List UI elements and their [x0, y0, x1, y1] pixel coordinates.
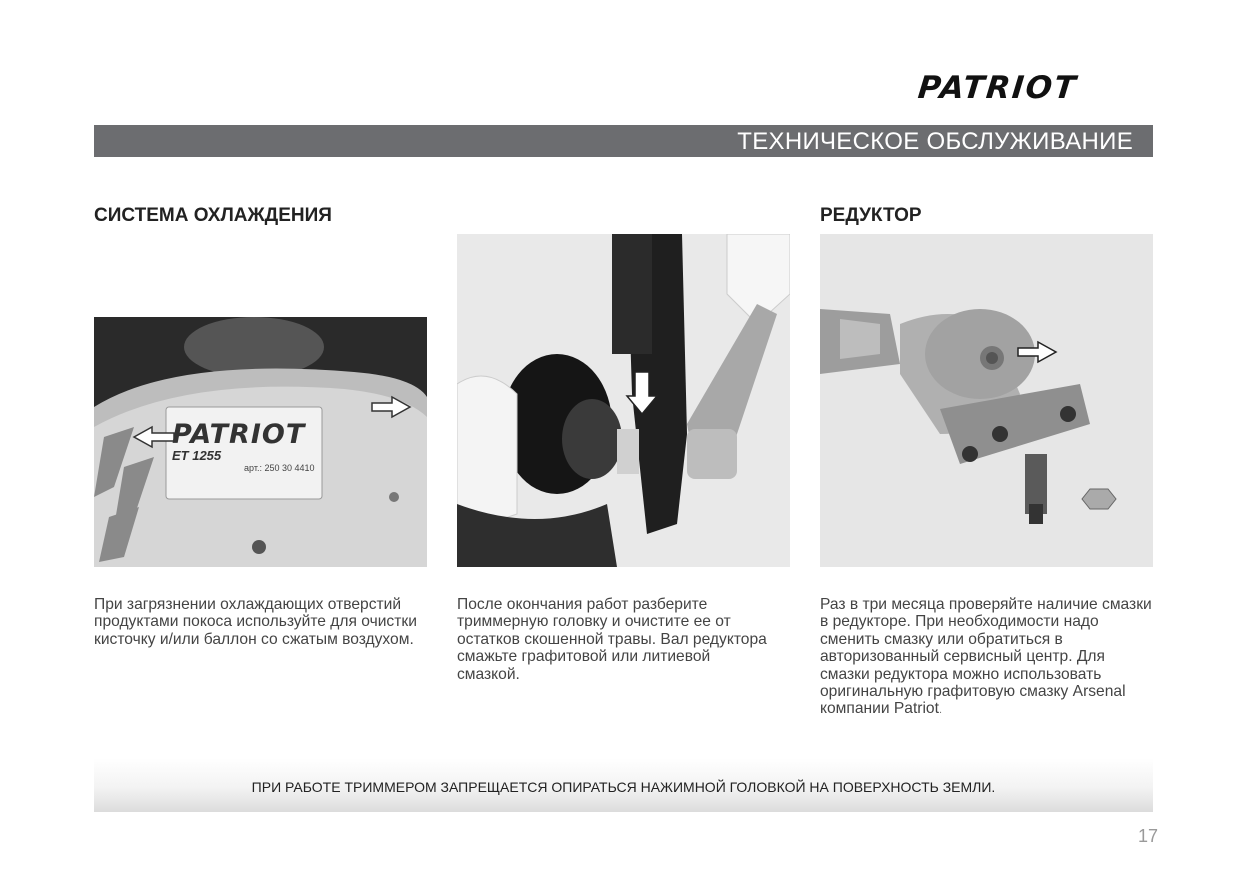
trimmer-head-text: После окончания работ разберите триммерную головку и очистите ее от остатков скошенной травы. Вал редуктора смажьте графитовой или литиевой смазкой. — [457, 596, 767, 683]
label-model: ET 1255 — [172, 448, 222, 463]
gearbox-text — [820, 596, 1153, 720]
label-brand: PATRIOT — [172, 419, 306, 450]
section-title-bar — [94, 125, 1153, 157]
cooling-text: При загрязнении охлаждающих отверстий продуктами покоса используйте для очистки кисточку и/или баллон со сжатым воздухом. — [94, 596, 417, 648]
trimmer-head-photo — [457, 234, 790, 567]
gearbox-text-end: . — [938, 704, 943, 717]
cooling-vents-photo — [94, 317, 427, 567]
label-article: арт.: 250 30 4410 — [244, 463, 315, 473]
gearbox-photo — [820, 234, 1153, 567]
brand-logo: PATRIOT — [916, 70, 1080, 106]
page-number: 17 — [1137, 826, 1158, 846]
section-title: ТЕХНИЧЕСКОЕ ОБСЛУЖИВАНИЕ — [737, 128, 1133, 155]
warning-strip — [94, 758, 1153, 812]
gearbox-heading: РЕДУКТОР — [820, 205, 922, 226]
cooling-heading: СИСТЕМА ОХЛАЖДЕНИЯ — [94, 205, 332, 226]
gearbox-text-main: Раз в три месяца проверяйте наличие смазки в редукторе. При необходимости надо сменить смазку или обратиться в авторизованный сервисный центр. Для смазки редуктора можно использовать оригинальную графитовую смазку Arsenal компании Patriot — [820, 596, 1152, 718]
warning-text: ПРИ РАБОТЕ ТРИММЕРОМ ЗАПРЕЩАЕТСЯ ОПИРАТЬСЯ НАЖИМНОЙ ГОЛОВКОЙ НА ПОВЕРХНОСТЬ ЗЕМЛИ. — [251, 779, 996, 795]
